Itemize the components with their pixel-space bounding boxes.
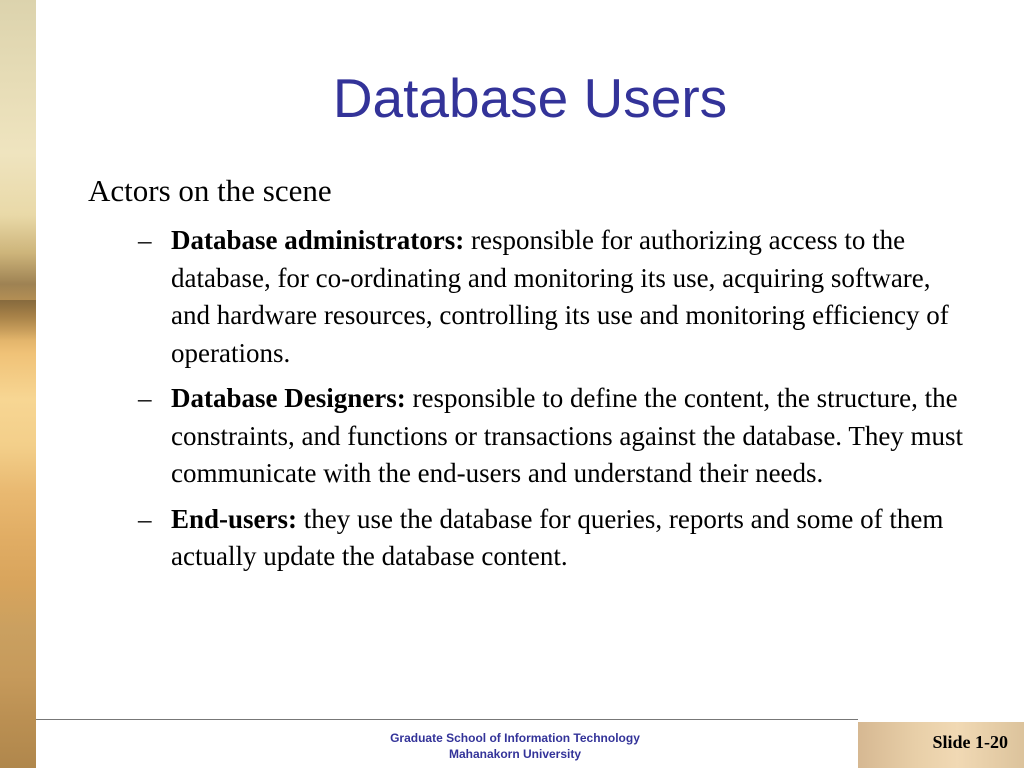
decorative-left-image [0, 0, 36, 768]
bullet-text: responsible for authorizing access to the database, for co-ordinating and monitoring its use, acquiring software, and hardware resources, controlling its use and monitoring efficiency of operations. [171, 225, 949, 368]
list-item [138, 380, 968, 493]
slide-heading: Actors on the scene [88, 173, 332, 208]
footer-line-2: Mahanakorn University [448, 747, 582, 761]
dash-marker: – [138, 503, 152, 534]
slide-title: Database Users [332, 67, 728, 129]
dash-marker: – [138, 383, 152, 413]
bullet-text: responsible to define the content, the structure, the constraints, and functions or transactions against the database. They must communicate with the end-users and understand their needs. [171, 383, 964, 488]
bullet-term: Database Designers: [171, 383, 406, 413]
dash-marker: – [138, 225, 152, 255]
bullet-term: End-users: [171, 503, 298, 534]
bullet-list [138, 222, 968, 584]
footer-institution [315, 730, 715, 762]
list-item [138, 222, 968, 372]
list-item [138, 501, 968, 576]
footer-line-1: Graduate School of Information Technology [390, 731, 640, 745]
bullet-text: they use the database for queries, reports and some of them actually update the database content. [171, 503, 944, 571]
footer-divider [36, 719, 858, 720]
bullet-term: Database administrators: [171, 225, 465, 255]
slide-number: Slide 1-20 [932, 732, 1008, 752]
